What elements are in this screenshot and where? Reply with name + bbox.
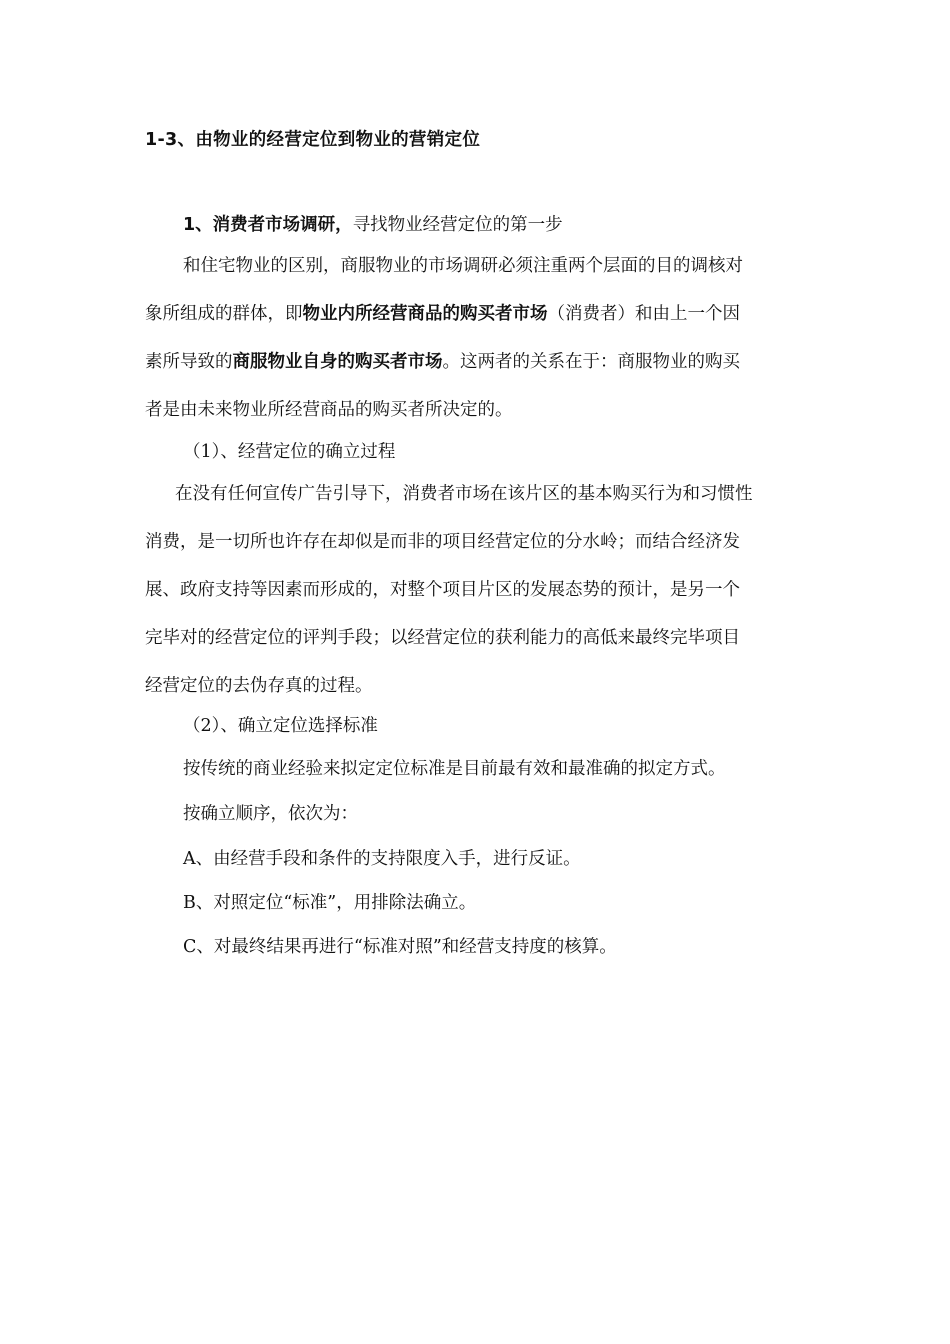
list-item-c: C、对最终结果再进行“标准对照”和经营支持度的核算。 xyxy=(183,937,617,957)
text-run: 。这两者的关系在于：商服物业的购买 xyxy=(442,352,740,372)
list-item-a: A、由经营手段和条件的支持限度入手，进行反证。 xyxy=(183,849,581,869)
paragraph-3: 按传统的商业经验来拟定定位标准是目前最有效和最准确的拟定方式。 xyxy=(183,759,726,779)
paragraph-2-line-5: 经营定位的去伪存真的过程。 xyxy=(145,676,373,696)
paragraph-1-line-4: 者是由未来物业所经营商品的购买者所决定的。 xyxy=(145,400,513,420)
text-run: 素所导致的 xyxy=(145,352,233,372)
paragraph-1-line-2 xyxy=(145,301,740,327)
paragraph-2-line-3: 展、政府支持等因素而形成的，对整个项目片区的发展态势的预计，是另一个 xyxy=(145,580,740,600)
subsection-heading-rest: 寻找物业经营定位的第一步 xyxy=(352,215,563,235)
text-run: 象所组成的群体，即 xyxy=(145,304,303,324)
subsection-heading-1 xyxy=(183,211,563,236)
section-title: 1-3、由物业的经营定位到物业的营销定位 xyxy=(145,130,481,150)
bold-run: 物业内所经营商品的购买者市场 xyxy=(302,304,548,324)
subsection-heading-bold: 1、消费者市场调研， xyxy=(183,215,353,235)
subsection-2: （2）、确立定位选择标准 xyxy=(183,716,378,736)
paragraph-1-line-3 xyxy=(145,349,740,375)
subsection-1: （1）、经营定位的确立过程 xyxy=(183,442,396,462)
list-item-b: B、对照定位“标准”，用排除法确立。 xyxy=(183,893,477,913)
paragraph-2-line-2: 消费，是一切所也许存在却似是而非的项目经营定位的分水岭；而结合经济发 xyxy=(145,532,740,552)
paragraph-1-line-1: 和住宅物业的区别，商服物业的市场调研必须注重两个层面的目的调核对 xyxy=(183,256,743,276)
paragraph-2-line-1: 在没有任何宣传广告引导下，消费者市场在该片区的基本购买行为和习惯性 xyxy=(175,484,753,504)
paragraph-2-line-4: 完毕对的经营定位的评判手段；以经营定位的获利能力的高低来最终完毕项目 xyxy=(145,628,740,648)
text-run: （消费者）和由上一个因 xyxy=(547,304,740,324)
bold-run: 商服物业自身的购买者市场 xyxy=(232,352,443,372)
paragraph-4: 按确立顺序，依次为： xyxy=(183,804,358,824)
